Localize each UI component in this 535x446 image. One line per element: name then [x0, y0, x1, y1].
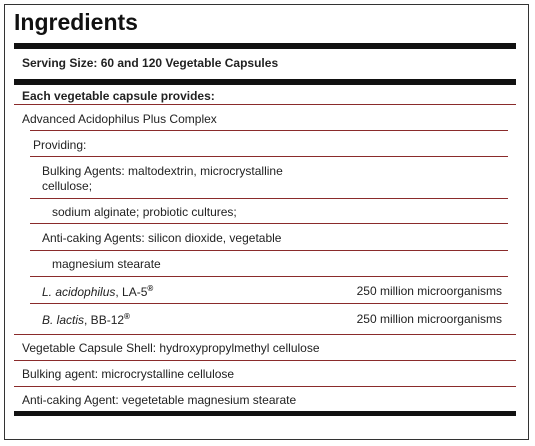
registered-mark: ® — [147, 284, 154, 293]
panel-title: Ingredients — [14, 9, 138, 35]
title-rule — [14, 43, 516, 49]
row-divider — [30, 198, 508, 199]
row-l-acidophilus — [42, 284, 153, 299]
amount-l-acidophilus: 250 million microorganisms — [356, 284, 502, 298]
row-anti-caking-agent: Anti-caking Agent: vegetetable magnesium stearate — [22, 393, 297, 407]
row-complex: Advanced Acidophilus Plus Complex — [22, 112, 217, 126]
row-divider — [30, 156, 508, 157]
bottom-rule — [14, 411, 516, 416]
row-divider — [14, 334, 516, 335]
strain-code: , LA-5 — [115, 285, 148, 299]
row-divider — [30, 250, 508, 251]
row-divider — [14, 360, 516, 361]
row-divider — [30, 130, 508, 131]
row-bulking-agents: Bulking Agents: maltodextrin, microcrystalline cellulose; — [42, 164, 283, 193]
row-bulking-agent: Bulking agent: microcrystalline cellulose — [22, 367, 235, 381]
row-divider — [30, 223, 508, 224]
row-divider — [14, 386, 516, 387]
section-header: Each vegetable capsule provides: — [22, 89, 215, 103]
row-divider — [14, 104, 516, 105]
row-b-lactis — [42, 312, 130, 327]
amount-b-lactis: 250 million microorganisms — [356, 312, 502, 326]
strain-name: B. lactis — [42, 313, 85, 327]
row-providing: Providing: — [33, 138, 87, 152]
row-sodium-alginate: sodium alginate; probiotic cultures; — [52, 205, 237, 219]
serving-rule — [14, 79, 516, 85]
row-capsule-shell: Vegetable Capsule Shell: hydroxypropylmethyl cellulose — [22, 341, 320, 355]
strain-code: , BB-12 — [84, 313, 125, 327]
strain-name: L. acidophilus — [42, 285, 116, 299]
row-anti-caking-agents: Anti-caking Agents: silicon dioxide, vegetable — [42, 231, 282, 245]
serving-size: Serving Size: 60 and 120 Vegetable Capsules — [22, 56, 279, 70]
row-divider — [30, 303, 508, 304]
row-divider — [30, 276, 508, 277]
registered-mark: ® — [124, 312, 130, 321]
row-magnesium-stearate: magnesium stearate — [52, 257, 161, 271]
